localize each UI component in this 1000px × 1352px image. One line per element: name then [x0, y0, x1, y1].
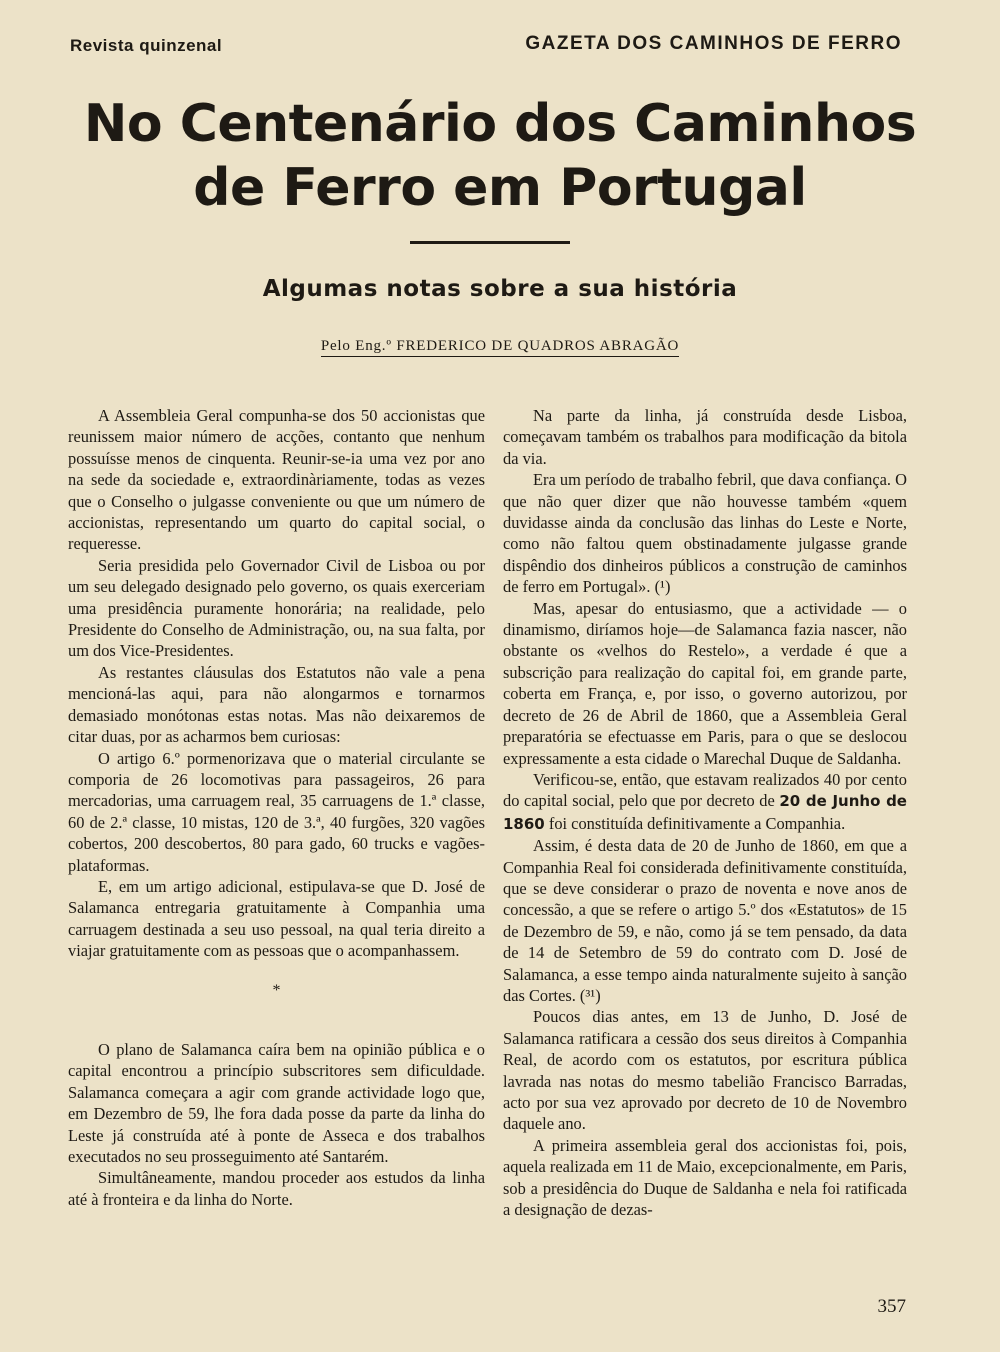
page-number: 357: [877, 1296, 906, 1317]
paragraph: Mas, apesar do entusiasmo, que a actividade — o dinamismo, diríamos hoje—de Salamanca fazia nascer, não obstante os «velhos do Restelo», a verdade é que a subscrição para realização do capital foi, em grande parte, coberta em França, e, por isso, o governo autorizou, por decreto de 26 de Abril de 1860, que a Assembleia Geral preparatória se efectuasse em Paris, para o que se deslocou expressamente a esta cidade o Marechal Duque de Saldanha.: [503, 598, 907, 768]
paragraph: A Assembleia Geral compunha-se dos 50 accionistas que reunissem maior número de acções, contanto que nenhum possuísse menos de cinquenta. Reunir-se-ia uma vez por ano na sede da sociedade e, extraordinàriamente, todas as vezes que o Conselho o julgasse conveniente ou que um número de accionistas, representando um quarto do capital social, o requeresse.: [68, 406, 485, 554]
highlighted-date: 20 de Junho de 1860: [503, 792, 907, 833]
paragraph: Seria presidida pelo Governador Civil de Lisboa ou por um seu delegado designado pelo governo, os quais exerceriam uma presidência puramente honorária; na realidade, pelo Presidente do Conselho de Administração, ou, na sua falta, por um dos Vice-Presidentes.: [68, 555, 485, 661]
right-column: [503, 405, 907, 1220]
paragraph-with-date: [503, 769, 907, 835]
paragraph: Poucos dias antes, em 13 de Junho, D. José de Salamanca ratificara a cessão dos seus direitos à Companhia Real, de acordo com os estatutos, por escritura pública lavrada nas notas do mesmo tabelião Francisco Barradas, acto por sua vez aprovado por decreto de 10 de Novembro daquele ano.: [503, 1007, 907, 1134]
paragraph: A primeira assembleia geral dos accionistas foi, pois, aquela realizada em 11 de Maio, excepcionalmente, em Paris, sob a presidência do Duque de Saldanha e nela foi ratificada a designação de dezas-: [503, 1135, 907, 1220]
article-byline: [40, 338, 960, 355]
paragraph: Assim, é desta data de 20 de Junho de 1860, em que a Companhia Real foi considerada definitivamente constituída, que se deve considerar o prazo de noventa e nove anos de concessão, a que se refere o artigo 5.º dos «Estatutos» de 15 de Dezembro de 59, e não, como já se tem pensado, da data de 14 de Setembro de 59 do contrato com D. José de Salamanca, a esse tempo ainda naturalmente sujeito à sanção das Cortes. (³¹): [503, 836, 907, 1005]
paragraph: O artigo 6.º pormenorizava que o material circulante se comporia de 26 locomotivas para passageiros, 26 para mercadorias, uma carruagem real, 35 carruagens de 1.ª classe, 60 de 2.ª classe, 10 mistas, 120 de 3.ª, 40 furgões, 320 vagões cobertos, 200 descobertos, 80 para gado, 60 trucks e vagões-plataformas.: [68, 748, 485, 875]
title-divider: [410, 241, 570, 244]
left-column: [68, 405, 485, 1210]
paragraph: E, em um artigo adicional, estipulava-se que D. José de Salamanca entregaria gratuitamente à Companhia uma carruagem destinada a seu uso pessoal, na qual teria direito a viajar gratuitamente com as pessoas que o acompanhassem.: [68, 876, 485, 961]
paragraph: Simultâneamente, mandou proceder aos estudos da linha até à fronteira e da linha do Norte.: [68, 1168, 485, 1209]
article-title: [40, 92, 960, 220]
header-publication-name: GAZETA DOS CAMINHOS DE FERRO: [525, 33, 902, 54]
paragraph: Era um período de trabalho febril, que dava confiança. O que não quer dizer que não houvesse também «quem duvidasse ainda da conclusão das linhas do Leste e Norte, como não faltou quem obstinadamente julgasse grande dispêndio dos dinheiros públicos a construção de caminhos de ferro em Portugal». (¹): [503, 470, 907, 597]
paragraph: O plano de Salamanca caíra bem na opinião pública e o capital encontrou a princípio subscritores sem dificuldade. Salamanca começara a agir com grande actividade logo que, em Dezembro de 59, lhe fora dada posse da parte da linha do Leste já construída até à ponte de Asseca e dos trabalhos executados no seu prosseguimento até Santarém.: [68, 1039, 485, 1166]
header-periodicity: Revista quinzenal: [70, 36, 223, 55]
paragraph-text-before: Verificou-se, então, que estavam realizados 40 por cento do capital social, pelo que por decreto de: [503, 769, 907, 811]
paragraph-text-after: foi constituída definitivamente a Companhia.: [548, 813, 846, 833]
article-subtitle: Algumas notas sobre a sua história: [262, 276, 738, 302]
article-title-line-1: No Centenário dos Caminhos: [83, 94, 917, 154]
byline-text: Pelo Eng.º FREDERICO DE QUADROS ABRAGÃO: [321, 338, 679, 357]
section-separator: *: [272, 981, 281, 999]
paragraph: As restantes cláusulas dos Estatutos não vale a pena mencioná-las aqui, para não alongarmos e tornarmos demasiado monótonas estas notas. Mas não deixaremos de citar duas, por as acharmos bem curiosas:: [68, 662, 485, 747]
paragraph: Na parte da linha, já construída desde Lisboa, começavam também os trabalhos para modificação da bitola da via.: [503, 406, 907, 468]
article-title-line-2: de Ferro em Portugal: [193, 158, 807, 218]
